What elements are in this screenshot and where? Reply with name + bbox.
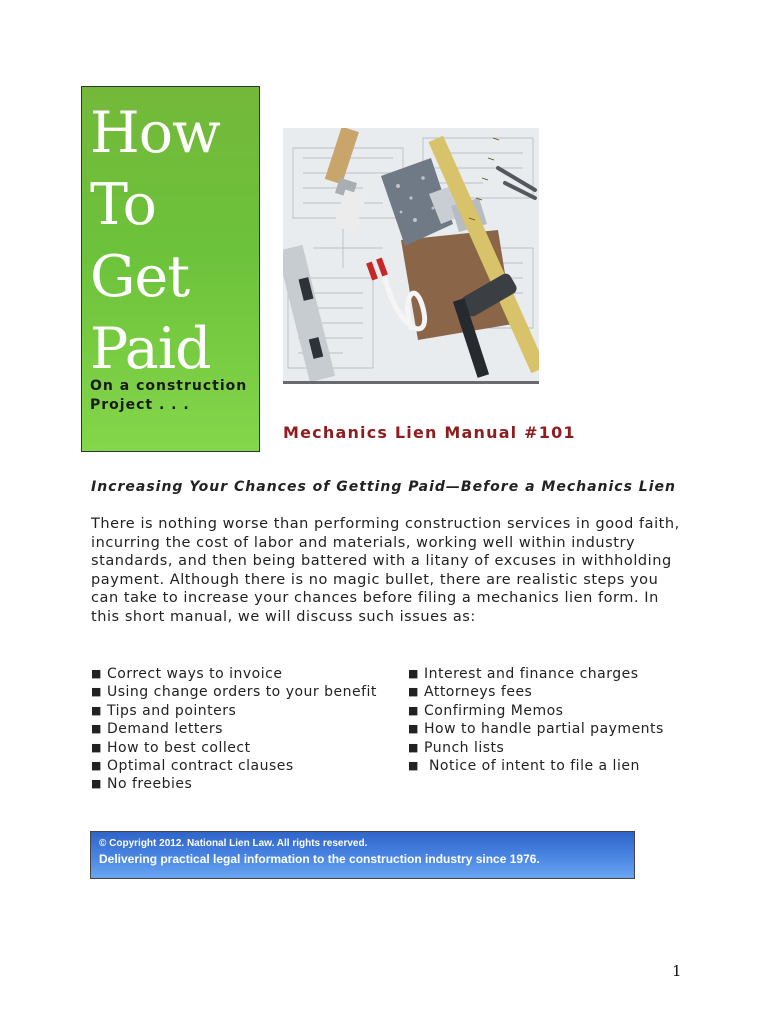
intro-heading: Increasing Your Chances of Getting Paid—Before a Mechanics Lien [91,479,676,495]
bullet-icon: ■ [408,685,419,699]
list-item [408,702,664,720]
list-item-label: How to handle partial payments [424,721,664,738]
bullet-icon: ■ [91,777,102,791]
copyright-notice: © Copyright 2012. National Lien Law. All rights reserved. [99,838,368,849]
cover-title-line-1: How [90,100,220,166]
copyright-banner [90,831,635,879]
cover-title-line-2: To [90,172,156,238]
tagline: Delivering practical legal information to the construction industry since 1976. [99,852,540,866]
cover-title-line-4: Paid [90,316,211,382]
list-item [91,775,377,793]
list-item-label: Attorneys fees [424,684,533,701]
list-item-label: Notice of intent to file a lien [424,758,640,775]
bullet-icon: ■ [408,740,419,754]
bullet-icon: ■ [91,667,102,680]
cover-subtitle: On a construction Project . . . [90,378,248,413]
cover-title-line-3: Get [90,244,190,310]
bullet-icon: ■ [91,759,102,773]
list-item-label: Punch lists [424,739,505,756]
bullet-icon: ■ [408,703,419,717]
bullet-icon: ■ [408,759,419,773]
bullet-icon: ■ [91,685,102,699]
bullet-icon: ■ [408,722,419,736]
list-item [91,720,377,738]
list-item [91,739,377,757]
list-item-label: Confirming Memos [424,702,564,719]
page-number: 1 [672,962,682,980]
topic-list-left [91,665,377,794]
list-item [91,757,377,775]
bullet-icon: ■ [91,740,102,754]
topic-list-right [408,665,664,775]
list-item-label: Correct ways to invoice [107,666,283,682]
list-item [91,702,377,720]
manual-title: Mechanics Lien Manual #101 [283,423,576,442]
intro-paragraph [91,515,691,626]
list-item-label: Demand letters [107,721,223,738]
bullet-icon: ■ [408,667,419,680]
list-item [91,665,377,683]
list-item-label: Tips and pointers [107,702,237,719]
intro-body-text: There is nothing worse than performing construction services in good faith, incurring the cost of labor and materials, working well within industry standards, and then being battered with a litany of excuses in withholding payment. Although there is no magic bullet, there are realistic steps you can take to increase your chances before filing a mechanics lien form. In this short manual, we will discuss such issues as: [91,516,680,625]
list-item [408,720,664,738]
list-item [408,757,664,775]
list-item [408,683,664,701]
bullet-icon: ■ [91,722,102,736]
list-item-label: How to best collect [107,739,251,756]
bullet-icon: ■ [91,703,102,717]
cover-title [90,97,220,385]
list-item [91,683,377,701]
cover-title-panel [81,86,260,452]
list-item [408,739,664,757]
list-item-label: Optimal contract clauses [107,758,294,775]
list-item [408,665,664,683]
construction-tools-image [283,128,539,384]
list-item-label: No freebies [107,776,193,793]
list-item-label: Interest and finance charges [424,666,639,682]
list-item-label: Using change orders to your benefit [107,684,377,701]
